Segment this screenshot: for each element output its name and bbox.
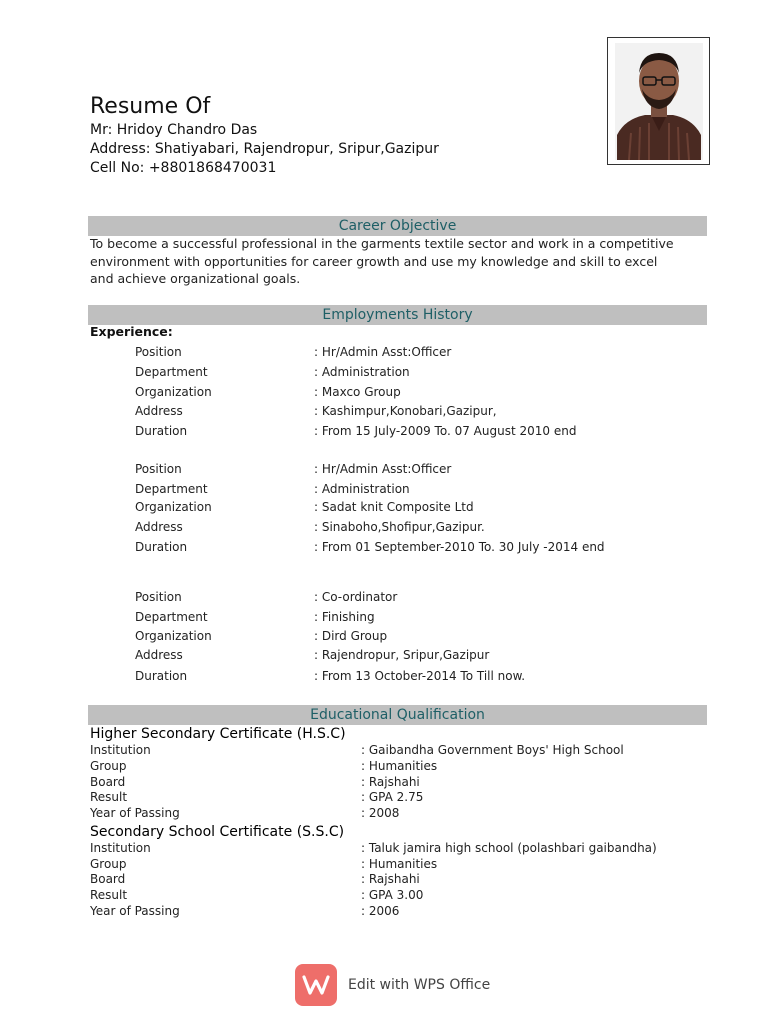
applicant-photo <box>607 37 710 165</box>
edu-label: Result <box>90 888 128 902</box>
edu-label: Institution <box>90 743 151 757</box>
edu-value: : Humanities <box>361 759 438 773</box>
job-label: Position <box>135 590 182 604</box>
applicant-name: Mr: Hridoy Chandro Das <box>90 122 258 138</box>
job-label: Position <box>135 345 182 359</box>
applicant-phone: Cell No: +8801868470031 <box>90 160 277 176</box>
job-value: : Administration <box>314 365 410 379</box>
job-value: : Rajendropur, Sripur,Gazipur <box>314 648 490 662</box>
job-label: Address <box>135 648 183 662</box>
job-value: : Sadat knit Composite Ltd <box>314 500 474 514</box>
edu-heading: Higher Secondary Certificate (H.S.C) <box>90 726 346 742</box>
job-label: Duration <box>135 669 188 683</box>
job-value: : From 01 September-2010 To. 30 July -2014 end <box>314 540 605 554</box>
job-label: Organization <box>135 385 212 399</box>
experience-heading: Experience: <box>90 324 173 339</box>
edu-label: Result <box>90 790 128 804</box>
job-label: Department <box>135 610 208 624</box>
job-value: : Hr/Admin Asst:Officer <box>314 345 452 359</box>
wps-label: Edit with WPS Office <box>348 977 491 993</box>
edu-value: : Rajshahi <box>361 872 420 886</box>
job-label: Position <box>135 462 182 476</box>
section-employment-history: Employments History <box>88 305 707 325</box>
edu-value: : Taluk jamira high school (polashbari gaibandha) <box>361 841 657 855</box>
job-label: Organization <box>135 629 212 643</box>
edu-label: Board <box>90 872 126 886</box>
edu-label: Group <box>90 759 127 773</box>
edu-value: : 2008 <box>361 806 400 820</box>
job-value: : Finishing <box>314 610 375 624</box>
job-label: Duration <box>135 424 188 438</box>
job-value: : Administration <box>314 482 410 496</box>
resume-title: Resume Of <box>90 94 211 119</box>
job-label: Address <box>135 520 183 534</box>
career-objective-text: To become a successful professional in the garments textile sector and work in a competitive environment with opportunities for career growth and use my knowledge and skill to excel and achieve organizational goals. <box>90 236 674 286</box>
job-label: Department <box>135 365 208 379</box>
job-label: Address <box>135 404 183 418</box>
job-value: : Kashimpur,Konobari,Gazipur, <box>314 404 497 418</box>
edu-value: : Rajshahi <box>361 775 420 789</box>
wps-logo-icon <box>295 964 337 1006</box>
edu-label: Year of Passing <box>90 806 180 820</box>
edu-value: : GPA 3.00 <box>361 888 424 902</box>
edu-value: : 2006 <box>361 904 400 918</box>
edu-value: : Humanities <box>361 857 438 871</box>
edu-label: Group <box>90 857 127 871</box>
edu-label: Board <box>90 775 126 789</box>
edu-value: : GPA 2.75 <box>361 790 424 804</box>
section-career-objective: Career Objective <box>88 216 707 236</box>
job-value: : From 15 July-2009 To. 07 August 2010 end <box>314 424 577 438</box>
edu-label: Institution <box>90 841 151 855</box>
applicant-address: Address: Shatiyabari, Rajendropur, Sripur,Gazipur <box>90 141 439 157</box>
job-value: : From 13 October-2014 To Till now. <box>314 669 526 683</box>
job-label: Department <box>135 482 208 496</box>
edu-heading: Secondary School Certificate (S.S.C) <box>90 824 345 840</box>
job-label: Duration <box>135 540 188 554</box>
portrait-icon <box>615 43 703 160</box>
edu-label: Year of Passing <box>90 904 180 918</box>
job-label: Organization <box>135 500 212 514</box>
edu-value: : Gaibandha Government Boys' High School <box>361 743 624 757</box>
job-value: : Maxco Group <box>314 385 401 399</box>
job-value: : Dird Group <box>314 629 388 643</box>
job-value: : Sinaboho,Shofipur,Gazipur. <box>314 520 485 534</box>
job-value: : Co-ordinator <box>314 590 398 604</box>
job-value: : Hr/Admin Asst:Officer <box>314 462 452 476</box>
section-educational-qualification: Educational Qualification <box>88 705 707 725</box>
